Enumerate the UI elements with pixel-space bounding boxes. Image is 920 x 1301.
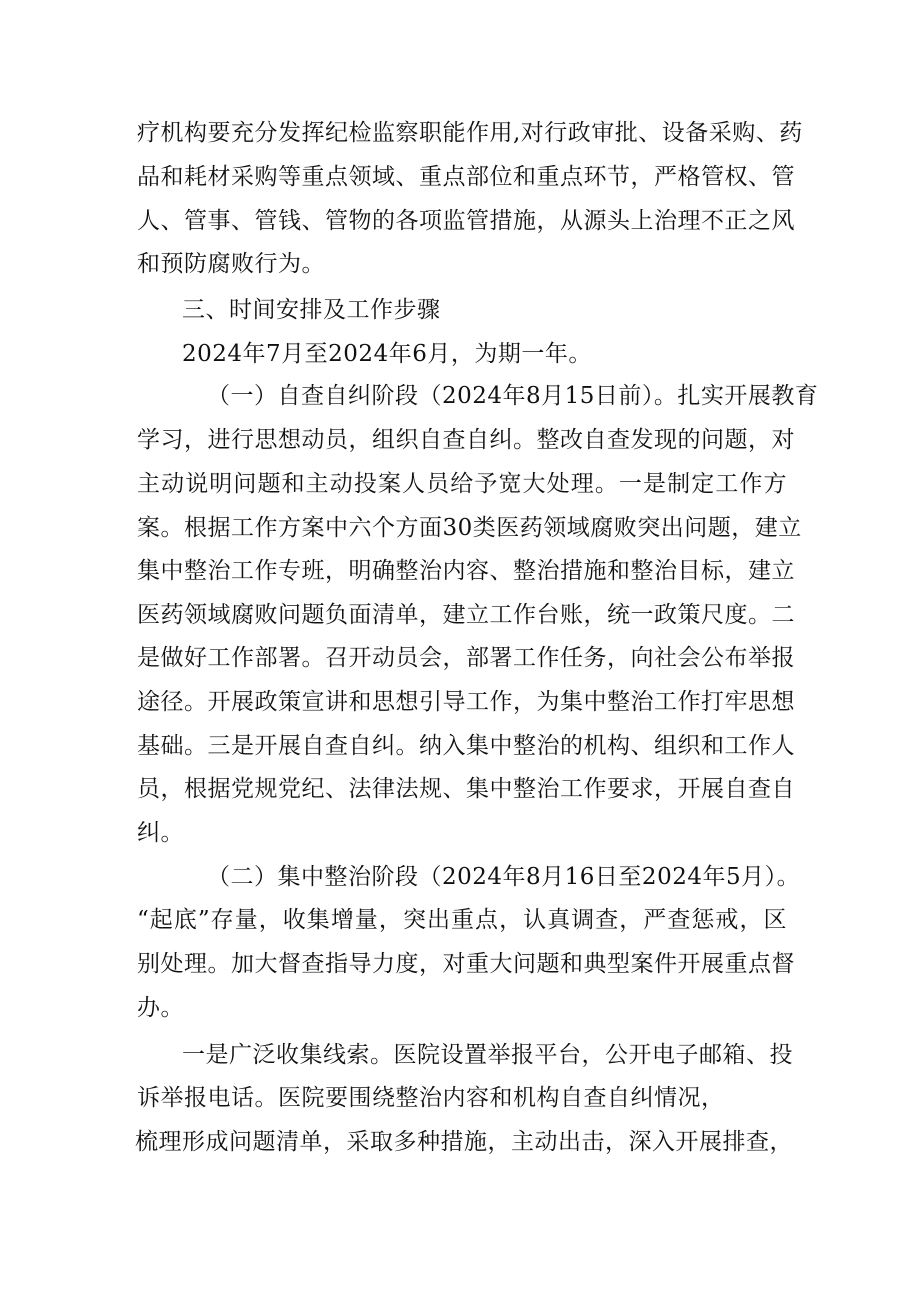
paragraph-line: （一）自查自纠阶段（2024年8月15日前）。扎实开展教育 — [207, 383, 819, 409]
paragraph-line: 员，根据党规党纪、法律法规、集中整治工作要求，开展自查自 — [137, 776, 795, 802]
paragraph-line: 诉举报电话。医院要围绕整治内容和机构自查自纠情况， — [137, 1085, 725, 1111]
paragraph-line: （二）集中整治阶段（2024年8月16日至2024年5月）。 — [207, 864, 801, 890]
paragraph-line: 纠。 — [137, 820, 184, 846]
paragraph-line: 案。根据工作方案中六个方面30类医药领域腐败突出问题，建立 — [137, 515, 802, 541]
paragraph-line: 学习，进行思想动员，组织自查自纠。整改自查发现的问题，对 — [137, 427, 795, 453]
section-heading: 三、时间安排及工作步骤 — [182, 297, 441, 323]
paragraph-line: 疗机构要充分发挥纪检监察职能作用,对行政审批、设备采购、药 — [137, 120, 803, 146]
paragraph-line: 主动说明问题和主动投案人员给予宽大处理。一是制定工作方 — [137, 471, 787, 497]
paragraph-line: 品和耗材采购等重点领域、重点部位和重点环节，严格管权、管 — [137, 164, 795, 190]
paragraph-line: 途径。开展政策宣讲和思想引导工作，为集中整治工作打牢思想 — [137, 689, 795, 715]
paragraph-line: 梳理形成问题清单，采取多种措施，主动出击，深入开展排查， — [135, 1129, 793, 1155]
paragraph-line: 医药领域腐败问题负面清单，建立工作台账，统一政策尺度。二 — [137, 602, 795, 628]
paragraph-line: “起底”存量，收集增量，突出重点，认真调查，严查惩戒，区 — [137, 907, 787, 933]
paragraph-line: 别处理。加大督查指导力度，对重大问题和典型案件开展重点督 — [137, 951, 795, 977]
paragraph-line: 办。 — [137, 995, 184, 1021]
paragraph-line: 人、管事、管钱、管物的各项监管措施，从源头上治理不正之风 — [137, 208, 795, 234]
paragraph-line: 和预防腐败行为。 — [137, 251, 325, 277]
paragraph-line: 集中整治工作专班，明确整治内容、整治措施和整治目标，建立 — [137, 558, 795, 584]
paragraph-line: 是做好工作部署。召开动员会，部署工作任务，向社会公布举报 — [137, 645, 795, 671]
paragraph-line: 2024年7月至2024年6月，为期一年。 — [182, 341, 592, 367]
paragraph-line: 基础。三是开展自查自纠。纳入集中整治的机构、组织和工作人 — [137, 733, 795, 759]
paragraph-line: 一是广泛收集线索。医院设置举报平台，公开电子邮箱、投 — [182, 1042, 793, 1068]
